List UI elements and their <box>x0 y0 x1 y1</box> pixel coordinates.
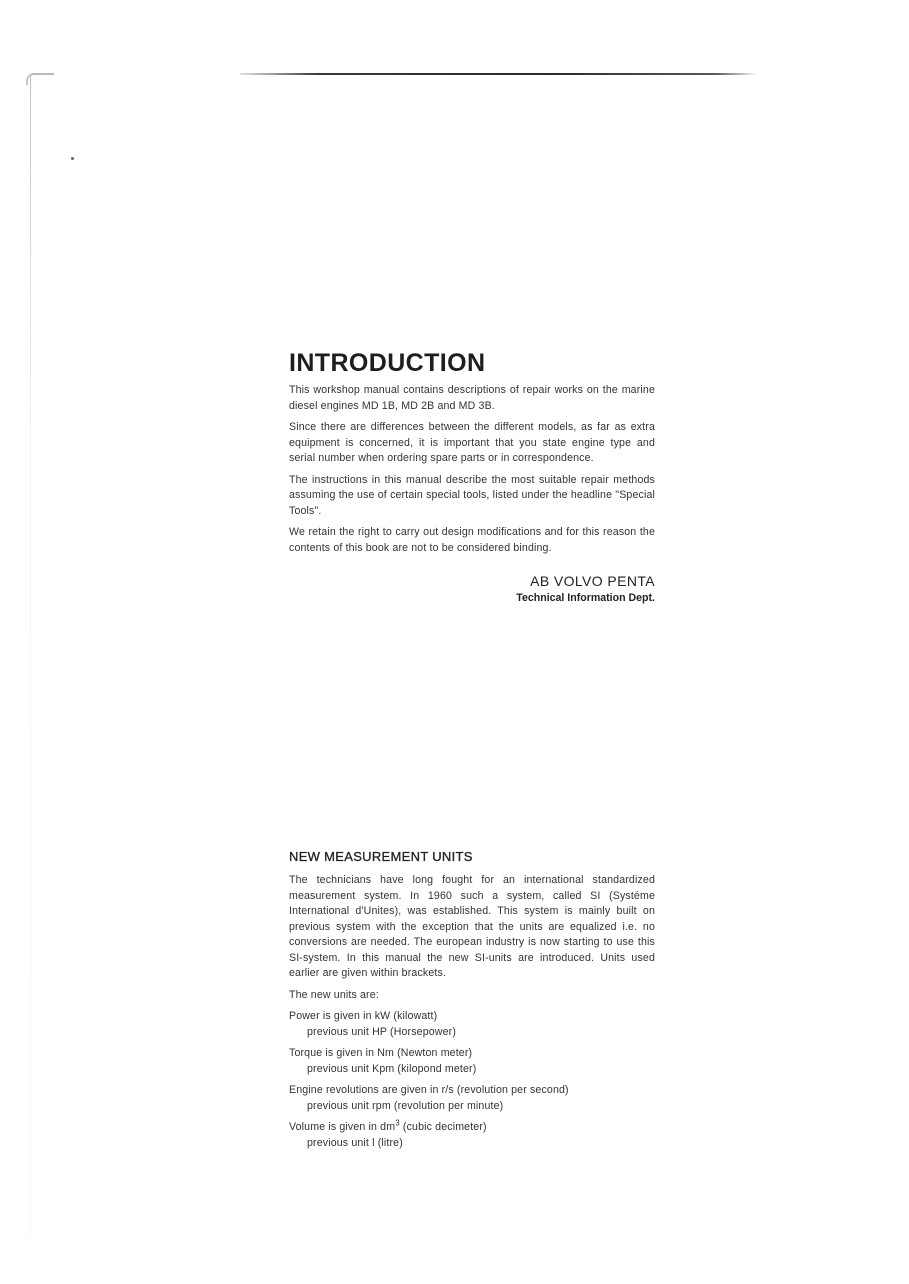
measurement-units-section <box>289 848 655 1157</box>
unit-previous: previous unit rpm (revolution per minute) <box>307 1099 504 1112</box>
measurement-units-title: NEW MEASUREMENT UNITS <box>289 849 473 864</box>
unit-previous: previous unit HP (Horsepower) <box>307 1025 456 1038</box>
unit-item-power <box>289 1009 655 1040</box>
intro-paragraph-1: This workshop manual contains descriptions of repair works on the marine diesel engines MD 1B, MD 2B and MD 3B. <box>289 384 655 412</box>
unit-current: Engine revolutions are given in r/s (revolution per second) <box>289 1084 569 1096</box>
page-left-edge <box>30 76 31 1236</box>
top-border-rule <box>240 73 758 75</box>
unit-superscript: 3 <box>395 1118 400 1128</box>
unit-current-prefix: Volume is given in dm <box>289 1121 396 1133</box>
measurement-units-paragraph: The technicians have long fought for an international standardized measurement system. In 1960 such a system, called SI (Systéme International d'Unites), was established. This system is mainly built on previous system with the exception that the units are equalized i.e. no conversions are needed. The european industry is now starting to use this SI-system. In this manual the new SI-units are introduced. Units used earlier are given within brackets. <box>289 874 655 979</box>
introduction-section <box>289 348 655 606</box>
intro-paragraph-4: We retain the right to carry out design modifications and for this reason the contents of this book are not to be considered binding. <box>289 526 655 554</box>
unit-current: Torque is given in Nm (Newton meter) <box>289 1047 473 1059</box>
signature-company: AB VOLVO PENTA <box>530 573 655 589</box>
unit-previous: previous unit Kpm (kilopond meter) <box>307 1062 477 1075</box>
unit-previous: previous unit l (litre) <box>307 1136 403 1149</box>
signature-department: Technical Information Dept. <box>516 592 655 604</box>
unit-current: Power is given in kW (kilowatt) <box>289 1010 438 1022</box>
unit-current <box>289 1120 655 1136</box>
unit-item-revolutions <box>289 1083 655 1114</box>
unit-item-torque <box>289 1046 655 1077</box>
measurement-units-lead-in: The new units are: <box>289 988 379 1001</box>
scan-speck <box>71 157 74 160</box>
unit-current-suffix: (cubic decimeter) <box>399 1121 487 1133</box>
intro-paragraph-3: The instructions in this manual describe the most suitable repair methods assuming the use of certain special tools, listed under the headline "Special Tools". <box>289 473 655 517</box>
intro-paragraph-2: Since there are differences between the different models, as far as extra equipment is concerned, it is important that you state engine type and serial number when ordering spare parts or in correspondence. <box>289 421 655 464</box>
unit-item-volume <box>289 1120 655 1151</box>
signature-block <box>289 572 655 606</box>
introduction-title: INTRODUCTION <box>289 349 486 377</box>
